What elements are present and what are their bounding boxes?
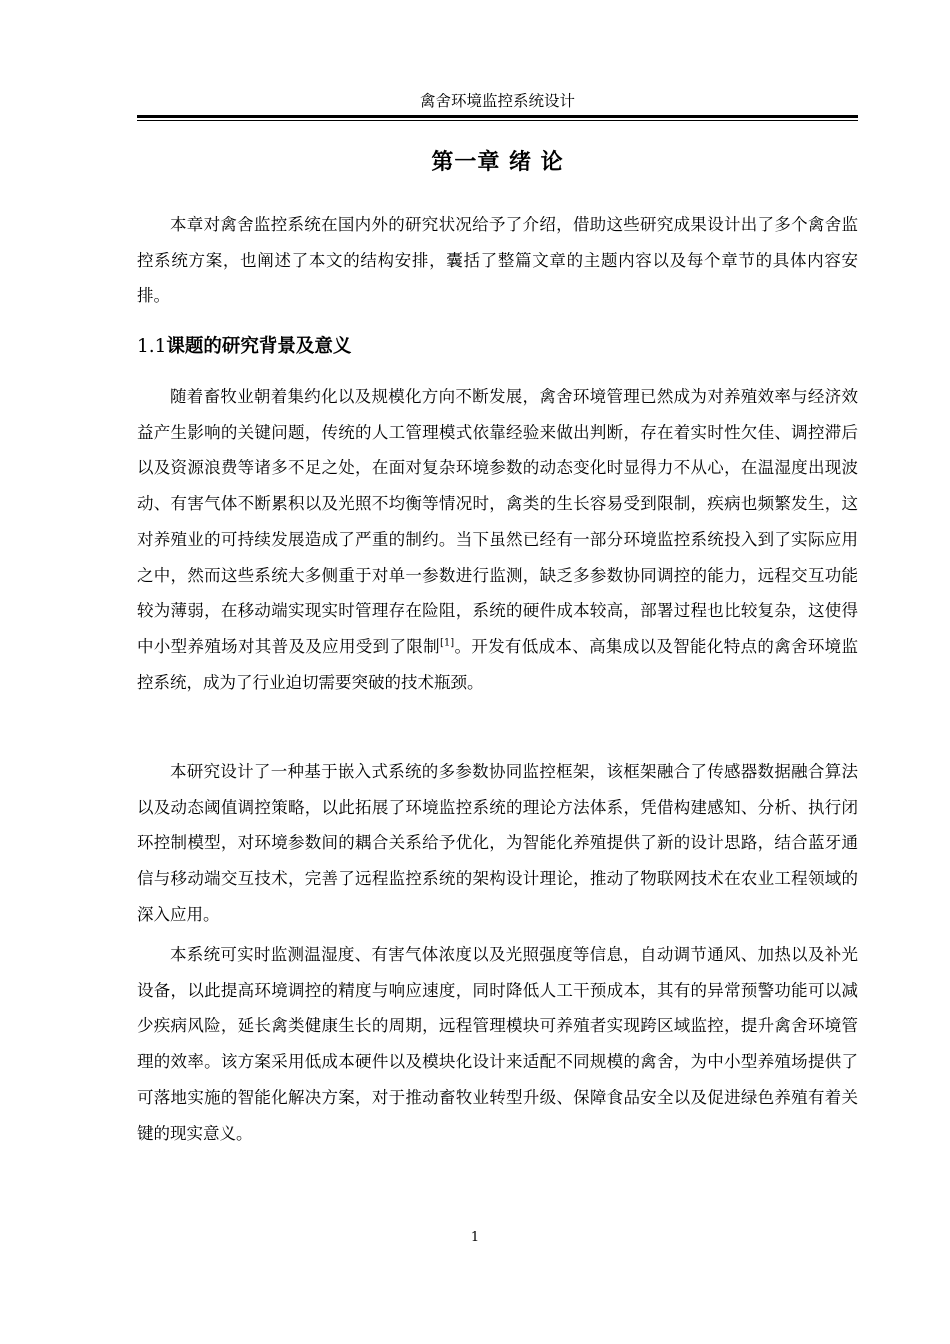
header-rule-thin (137, 120, 858, 121)
body-paragraph-3: 本系统可实时监测温湿度、有害气体浓度以及光照强度等信息，自动调节通风、加热以及补光设备，以此提高环境调控的精度与响应速度，同时降低人工干预成本，其有的异常预警功能可以减少疾病风险，延长禽类健康生长的周期，远程管理模块可养殖者实现跨区域监控，提升禽舍环境管理的效率。该方案采用低成本硬件以及模块化设计来适配不同规模的禽舍，为中小型养殖场提供了可落地实施的智能化解决方案，对于推动畜牧业转型升级、保障食品安全以及促进绿色养殖有着关键的现实意义。 (137, 945, 858, 1143)
section-number: 1.1 (137, 336, 167, 357)
page-number: 1 (470, 1230, 480, 1245)
chapter-title: 第一章 绪 论 (431, 150, 564, 175)
intro-paragraph: 本章对禽舍监控系统在国内外的研究状况给予了介绍，借助这些研究成果设计出了多个禽舍监控系统方案，也阐述了本文的结构安排，囊括了整篇文章的主题内容以及每个章节的具体内容安排。 (137, 215, 858, 306)
paragraph-text-continued: 。开发有低成本、高集成以及智能化特点的禽舍环境监控系统，成为了行业迫切需要突破的技术瓶颈。 (137, 636, 859, 692)
body-paragraph-1 (137, 379, 858, 700)
section-heading (137, 332, 351, 362)
running-header: 禽舍环境监控系统设计 (419, 92, 575, 110)
paragraph-text: 随着畜牧业朝着集约化以及规模化方向不断发展，禽舍环境管理已然成为对养殖效率与经济效益产生影响的关键问题，传统的人工管理模式依靠经验来做出判断，存在着实时性欠佳、调控滞后以及资源浪费等诸多不足之处，在面对复杂环境参数的动态变化时显得力不从心，在温湿度出现波动、有害气体不断累积以及光照不均衡等情况时，禽类的生长容易受到限制，疾病也频繁发生，这对养殖业的可持续发展造成了严重的制约。当下虽然已经有一部分环境监控系统投入到了实际应用之中，然而这些系统大多侧重于对单一参数进行监测，缺乏多参数协同调控的能力，远程交互功能较为薄弱，在移动端实现实时管理存在险阻，系统的硬件成本较高，部署过程也比较复杂，这使得中小型养殖场对其普及及应用受到了限制 (137, 387, 858, 656)
citation-reference[interactable]: [1] (439, 637, 455, 649)
section-title: 课题的研究背景及意义 (166, 336, 352, 357)
header-rule (137, 115, 858, 118)
body-paragraph-2: 本研究设计了一种基于嵌入式系统的多参数协同监控框架，该框架融合了传感器数据融合算法以及动态阈值调控策略，以此拓展了环境监控系统的理论方法体系，凭借构建感知、分析、执行闭环控制模型，对环境参数间的耦合关系给予优化，为智能化养殖提供了新的设计思路，结合蓝牙通信与移动端交互技术，完善了远程监控系统的架构设计理论，推动了物联网技术在农业工程领域的深入应用。 (137, 762, 858, 924)
